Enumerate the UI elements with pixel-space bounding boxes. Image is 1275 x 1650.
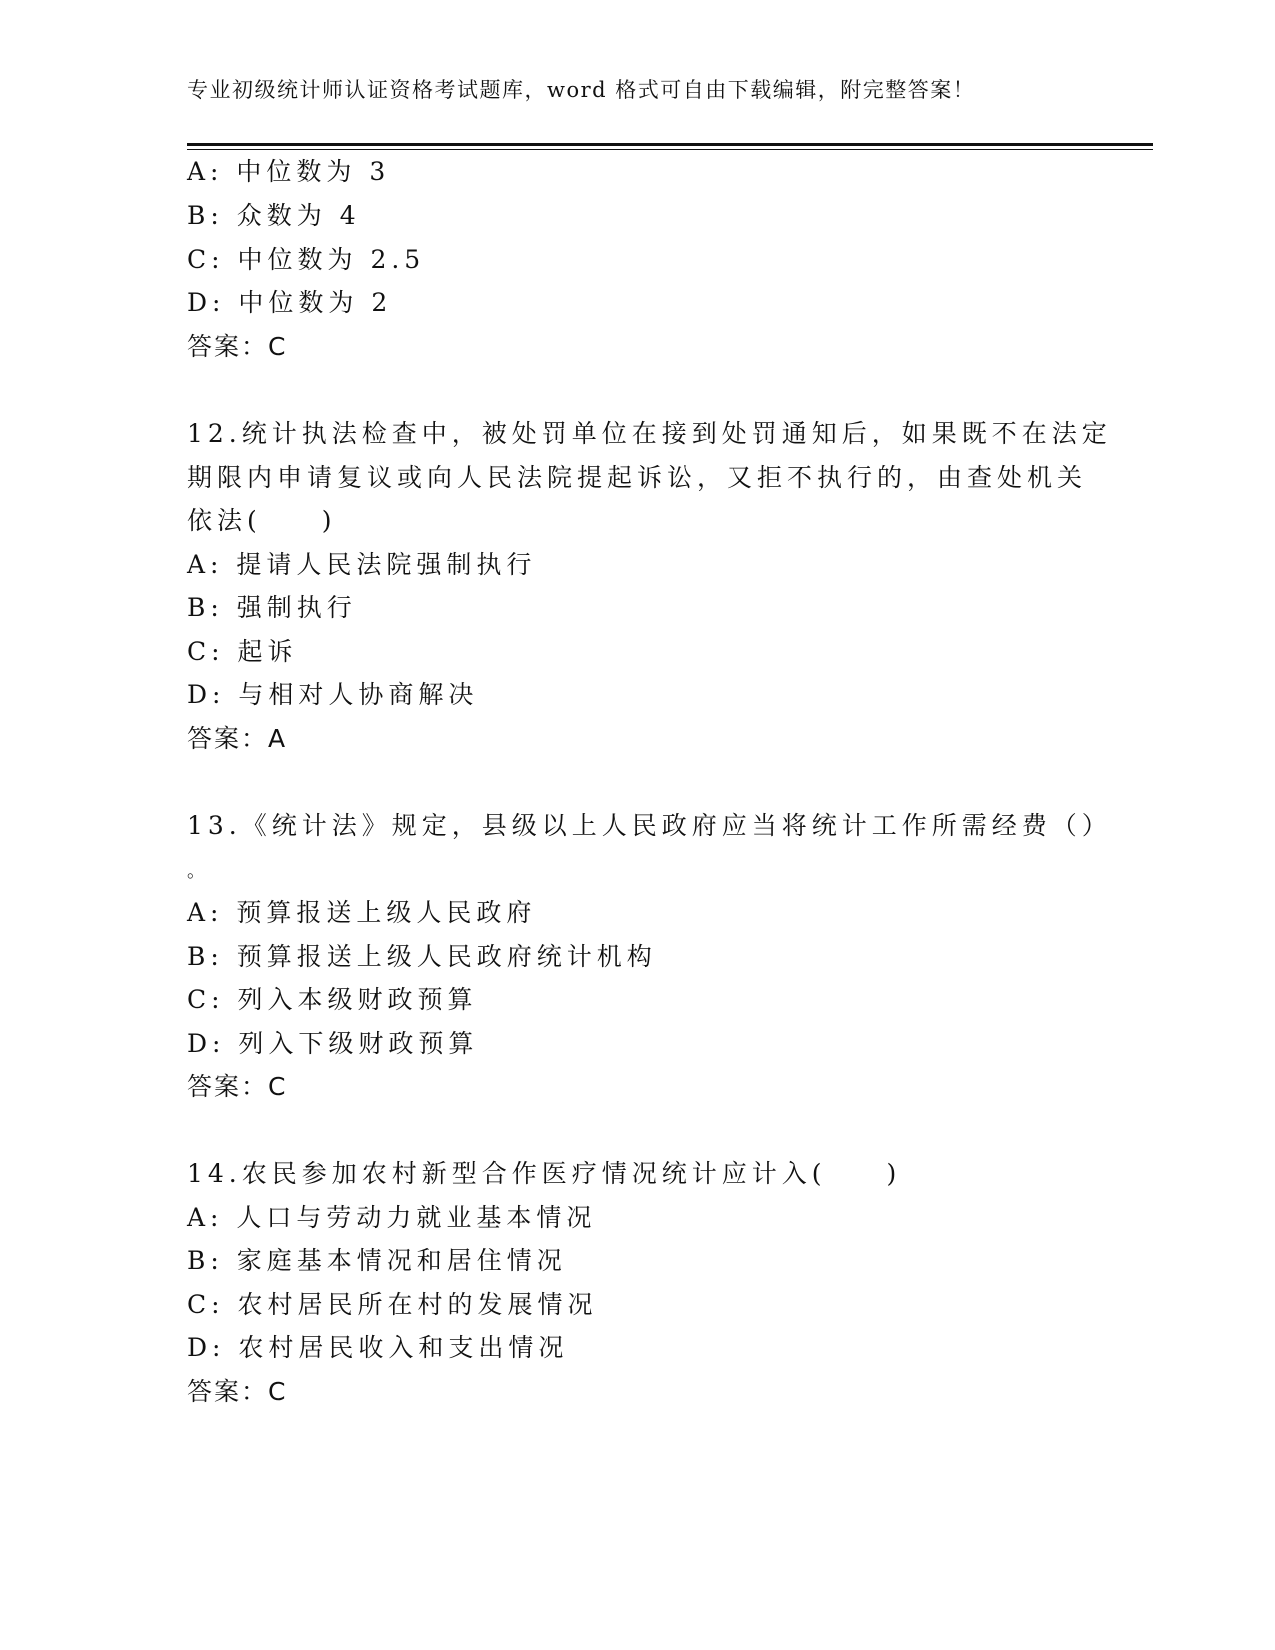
q14-option-c: C: 农村居民所在村的发展情况 xyxy=(187,1290,598,1319)
q12-option-d: D: 与相对人协商解决 xyxy=(187,680,479,709)
q11-option-b: B: 众数为 4 xyxy=(187,201,361,230)
q13-stem-line-2: 。 xyxy=(187,861,210,882)
q14-stem-line-1: 14.农民参加农村新型合作医疗情况统计应计入( ) xyxy=(187,1159,902,1188)
q13-stem-line-1: 13.《统计法》规定，县级以上人民政府应当将统计工作所需经费（） xyxy=(187,811,1112,840)
q11-option-d: D: 中位数为 2 xyxy=(187,288,393,317)
q13-option-b: B: 预算报送上级人民政府统计机构 xyxy=(187,942,657,971)
q12-stem-line-3: 依法( ) xyxy=(187,506,337,535)
q12-stem-line-2: 期限内申请复议或向人民法院提起诉讼，又拒不执行的，由查处机关 xyxy=(187,463,1088,492)
q12-answer: 答案：A xyxy=(187,724,288,753)
q12-option-c: C: 起诉 xyxy=(187,637,298,666)
q13-option-d: D: 列入下级财政预算 xyxy=(187,1029,479,1058)
q12-option-b: B: 强制执行 xyxy=(187,593,357,622)
header-rule-thick xyxy=(187,143,1153,146)
q11-option-c: C: 中位数为 2.5 xyxy=(187,245,426,274)
q14-answer: 答案：C xyxy=(187,1377,288,1406)
q13-answer: 答案：C xyxy=(187,1072,288,1101)
q14-option-d: D: 农村居民收入和支出情况 xyxy=(187,1333,569,1362)
q12-option-a: A: 提请人民法院强制执行 xyxy=(187,550,537,579)
q14-option-b: B: 家庭基本情况和居住情况 xyxy=(187,1246,567,1275)
page-header: 专业初级统计师认证资格考试题库，word 格式可自由下载编辑，附完整答案！ xyxy=(187,78,976,102)
q11-option-a: A: 中位数为 3 xyxy=(187,157,391,186)
q12-stem-line-1: 12.统计执法检查中，被处罚单位在接到处罚通知后，如果既不在法定 xyxy=(187,419,1112,448)
q13-option-c: C: 列入本级财政预算 xyxy=(187,985,478,1014)
q14-option-a: A: 人口与劳动力就业基本情况 xyxy=(187,1203,597,1232)
q11-answer: 答案：C xyxy=(187,332,288,361)
q13-option-a: A: 预算报送上级人民政府 xyxy=(187,898,537,927)
header-rule-thin xyxy=(187,149,1153,150)
